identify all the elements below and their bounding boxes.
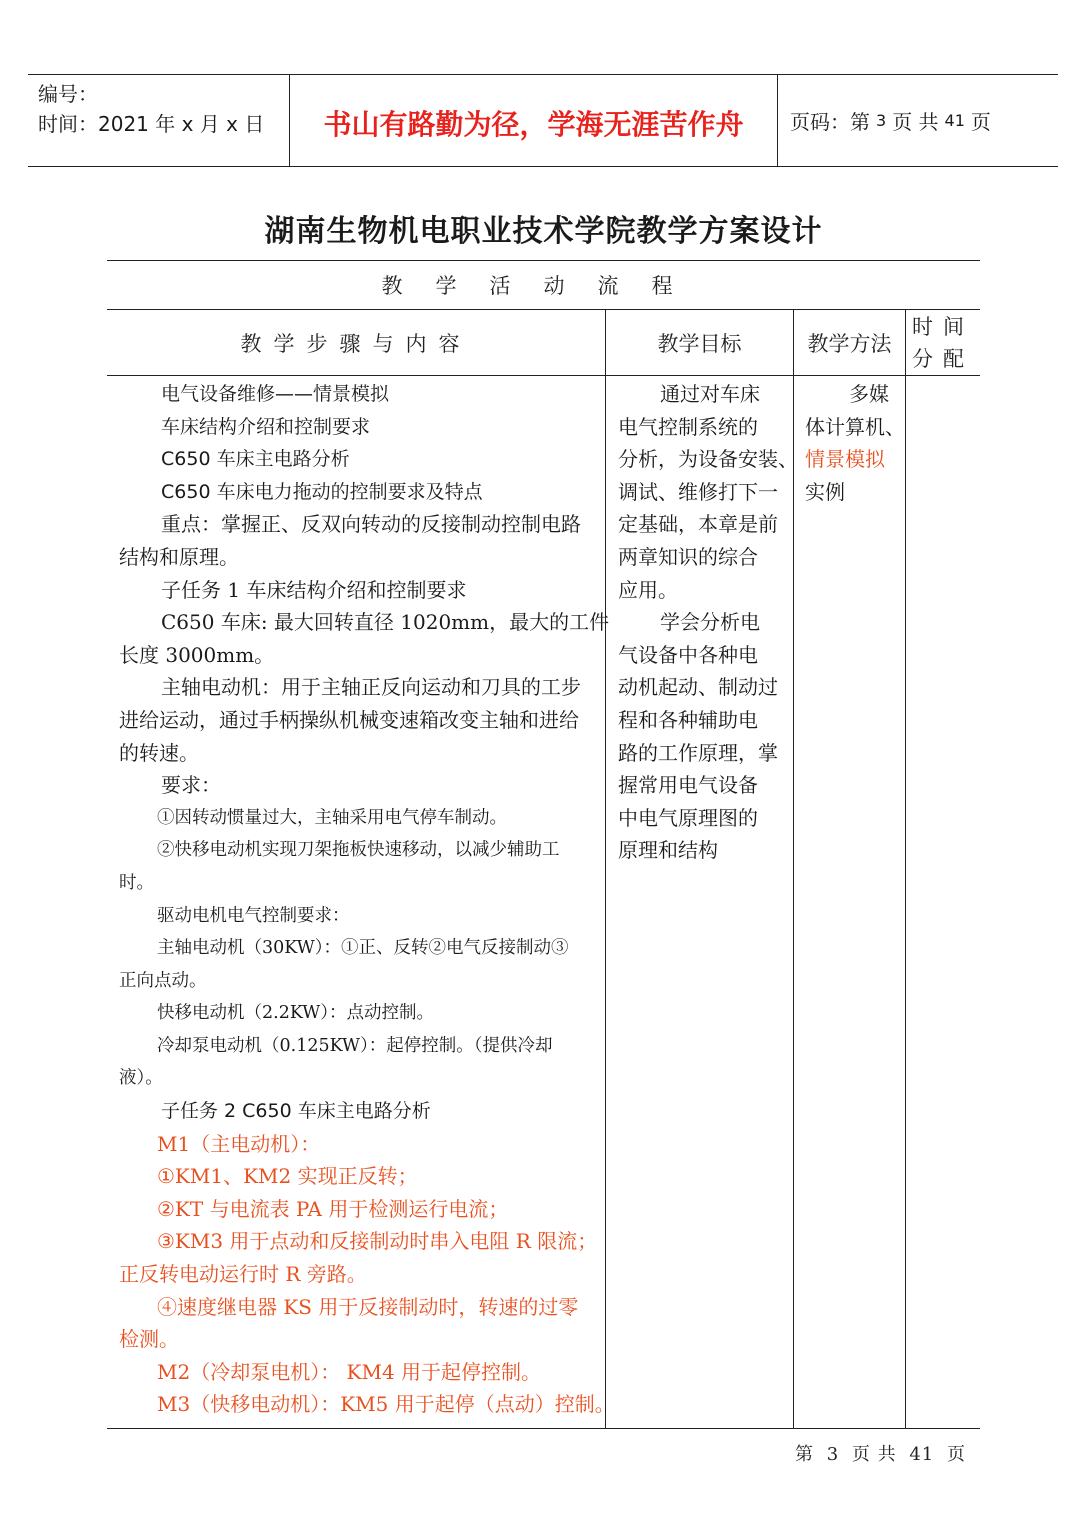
content-line: 时。 [119, 872, 154, 893]
content-line: 主轴电动机（30KW）：①正、反转②电气反接制动③ [157, 938, 569, 959]
page-total: 41 [944, 111, 965, 130]
footer-suffix: 页 [947, 1444, 966, 1465]
table-header-row [107, 310, 980, 376]
content-line: ①KM1、KM2 实现正反转； [157, 1164, 418, 1189]
page-footer [792, 1440, 969, 1466]
page-title: 湖南生物机电职业技术学院教学方案设计 [264, 214, 823, 249]
content-line: 检测。 [119, 1327, 179, 1352]
header-time-line1: 时间 [912, 314, 974, 339]
document-header [28, 74, 1058, 167]
header-meta [28, 75, 290, 166]
number-label: 编号： [38, 82, 98, 106]
section-title: 教学活动流程 [381, 274, 706, 298]
content-line: ④速度继电器 KS 用于反接制动时，转速的过零 [157, 1294, 579, 1319]
title-divider [107, 260, 980, 261]
page-prefix: 页码：第 [790, 110, 870, 134]
content-line: 冷却泵电动机（0.125KW）：起停控制。（提供冷却 [157, 1035, 553, 1056]
content-line: ②KT 与电流表 PA 用于检测运行电流； [157, 1196, 509, 1221]
content-line: 液）。 [119, 1068, 163, 1089]
goal-line: 调试、维修打下一 [618, 479, 778, 504]
method-line: 情景模拟 [805, 447, 885, 472]
page-suffix: 页 [970, 110, 991, 134]
goal-line: 原理和结构 [618, 838, 718, 863]
header-time-line2: 分配 [912, 346, 974, 371]
header-content: 教学步骤与内容 [240, 331, 472, 356]
goal-line: 路的工作原理，掌 [618, 740, 778, 765]
goal-line: 握常用电气设备 [618, 773, 758, 798]
content-line: M2（冷却泵电机）： KM4 用于起停控制。 [157, 1359, 542, 1384]
content-line: C650 车床主电路分析 [161, 448, 350, 471]
footer-mid: 页 共 [851, 1444, 897, 1465]
content-line: 电气设备维修——情景模拟 [161, 383, 390, 405]
goal-line: 动机起动、制动过 [618, 675, 778, 700]
time-cell [905, 376, 980, 1428]
footer-prefix: 第 [794, 1444, 814, 1465]
content-line: M1（主电动机）： [157, 1131, 321, 1156]
content-line: 重点：掌握正、反双向转动的反接制动控制电路 [161, 512, 581, 537]
method-line: 体计算机、 [805, 414, 905, 439]
goal-line: 电气控制系统的 [618, 414, 758, 439]
header-method: 教学方法 [793, 310, 905, 375]
content-line: 子任务 1 车床结构介绍和控制要求 [161, 577, 467, 602]
footer-current: 3 [826, 1444, 840, 1465]
goal-line: 通过对车床 [660, 382, 760, 406]
goal-line: 中电气原理图的 [618, 805, 758, 830]
content-line: 进给运动，通过手柄操纵机械变速箱改变主轴和进给 [119, 707, 579, 732]
footer-total: 41 [909, 1444, 935, 1465]
goal-line: 两章知识的综合 [618, 544, 758, 569]
goal-line: 分析，为设备安装、 [618, 447, 798, 472]
content-line: 主轴电动机：用于主轴正反向运动和刀具的工步 [161, 675, 581, 700]
goal-line: 学会分析电 [660, 610, 760, 635]
method-cell [793, 376, 905, 1428]
content-line: C650 车床电力拖动的控制要求及特点 [161, 480, 483, 503]
content-line: 长度 3000mm。 [119, 642, 275, 667]
content-line: ③KM3 用于点动和反接制动时串入电阻 R 限流； [157, 1229, 598, 1254]
content-line: 的转速。 [119, 740, 199, 765]
content-line: 快移电动机（2.2KW）：点动控制。 [157, 1003, 435, 1024]
header-goal: 教学目标 [605, 310, 793, 375]
motto: 书山有路勤为径，学海无涯苦作舟 [290, 75, 778, 166]
content-line: ①因转动惯量过大，主轴采用电气停车制动。 [157, 807, 507, 828]
content-cell [107, 376, 615, 1428]
content-line: 驱动电机电气控制要求： [157, 905, 350, 926]
goal-line: 气设备中各种电 [618, 642, 758, 667]
content-line: 子任务 2 C650 车床主电路分析 [161, 1100, 431, 1123]
header-time [905, 310, 980, 375]
goal-line: 程和各种辅助电 [618, 707, 758, 732]
page-current: 3 [876, 111, 887, 130]
content-line: C650 车床: 最大回转直径 1020mm，最大的工件 [161, 610, 610, 635]
content-line: 要求： [161, 773, 221, 798]
content-line: 正向点动。 [119, 970, 207, 991]
goal-line: 定基础，本章是前 [618, 512, 778, 537]
method-line: 多媒 [849, 382, 889, 406]
content-line: M3（快移电动机）：KM5 用于起停（点动）控制。 [157, 1392, 615, 1417]
table-body-row [107, 376, 980, 1429]
goal-line: 应用。 [618, 577, 678, 602]
time-label: 时间：2021 年 x 月 x 日 [38, 112, 265, 136]
content-line: 正反转电动运行时 R 旁路。 [119, 1262, 367, 1287]
content-line: 车床结构介绍和控制要求 [161, 415, 371, 438]
content-line: ②快移电动机实现刀架拖板快速移动，以减少辅助工 [157, 840, 560, 861]
goal-cell [605, 376, 798, 1428]
method-line: 实例 [805, 479, 845, 504]
page-mid: 页 共 [892, 110, 939, 134]
page-indicator [778, 75, 1058, 166]
content-line: 结构和原理。 [119, 544, 239, 569]
